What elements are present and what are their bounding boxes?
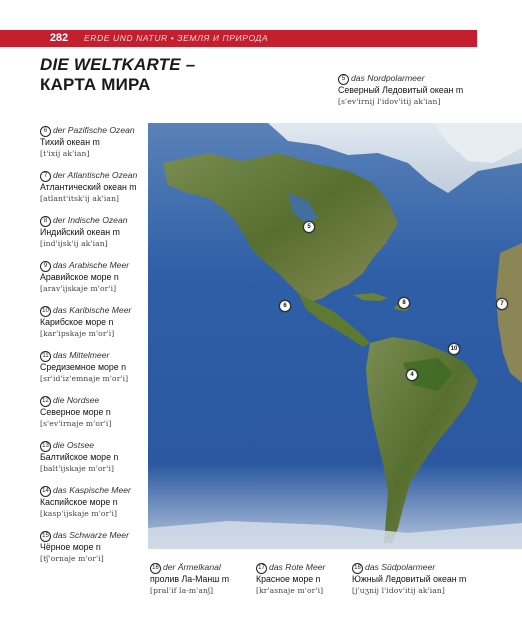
map-marker: 8 <box>398 297 410 309</box>
entry-transcription: [kr'asnaje m'or'i] <box>256 586 324 595</box>
entry-transcription: [balt'ijskaje m'or'i] <box>40 464 115 473</box>
entry-transcription: [arav'ijskaje m'or'i] <box>40 284 117 293</box>
entry-number: 17 <box>256 563 267 574</box>
entry-transcription: [pral'if la-m'anʃ] <box>150 586 214 595</box>
entry-arctic-ocean <box>338 73 463 107</box>
entry-german: das Schwarze Meer <box>53 530 129 540</box>
entry-russian: Тихий океан m <box>40 137 100 147</box>
entry-transcription: [atlant'itsk'ij ak'ian] <box>40 194 120 203</box>
world-map <box>148 123 522 549</box>
entry-arabian-sea <box>40 260 129 294</box>
entry-number: 5 <box>338 74 349 85</box>
entry-indian <box>40 215 128 249</box>
map-marker: 4 <box>406 369 418 381</box>
entry-number: 15 <box>40 531 51 542</box>
entry-transcription: [j'uʒnij l'idov'itij ak'ian] <box>352 586 445 595</box>
entry-number: 12 <box>40 396 51 407</box>
entry-russian: Карибское море n <box>40 317 114 327</box>
entry-number: 9 <box>40 261 51 272</box>
entry-russian: Аравийское море n <box>40 272 119 282</box>
entry-german: die Nordsee <box>53 395 100 405</box>
map-marker: 7 <box>496 298 508 310</box>
entry-russian: Каспийское море n <box>40 497 118 507</box>
entry-transcription: [s'ev'irnaje m'or'i] <box>40 419 112 428</box>
map-marker: 6 <box>279 300 291 312</box>
entry-german: der Ärmelkanal <box>163 562 221 572</box>
entry-caspian-sea <box>40 485 131 519</box>
entry-number: 10 <box>40 306 51 317</box>
entry-german: das Mittelmeer <box>53 350 110 360</box>
entry-russian: Северное море n <box>40 407 111 417</box>
entry-russian: Индийский океан m <box>40 227 120 237</box>
entry-english-channel <box>150 562 229 596</box>
entry-german: das Südpolarmeer <box>365 562 436 572</box>
map-marker: 10 <box>448 343 460 355</box>
entry-number: 13 <box>40 441 51 452</box>
entry-russian: пролив Ла-Манш m <box>150 574 230 584</box>
entry-baltic-sea <box>40 440 118 474</box>
entry-russian: Красное море n <box>256 574 321 584</box>
entry-german: das Kaspische Meer <box>53 485 131 495</box>
entry-german: das Karibische Meer <box>53 305 132 315</box>
entry-russian: Чёрное море n <box>40 542 101 552</box>
page-title-ru: КАРТА МИРА <box>40 75 151 94</box>
entry-number: 16 <box>150 563 161 574</box>
entry-russian: Южный Ледовитый океан m <box>352 574 467 584</box>
entry-number: 14 <box>40 486 51 497</box>
page-title-de: DIE WELTKARTE – <box>40 55 196 74</box>
entry-number: 8 <box>40 216 51 227</box>
running-head: ERDE UND NATUR • ЗЕМЛЯ И ПРИРОДА <box>84 33 269 43</box>
entry-german: das Rote Meer <box>269 562 326 572</box>
entry-russian: Балтийское море n <box>40 452 119 462</box>
entry-german: das Nordpolarmeer <box>351 73 425 83</box>
entry-number: 11 <box>40 351 51 362</box>
entry-german: der Atlantische Ozean <box>53 170 138 180</box>
entry-red-sea <box>256 562 325 596</box>
entry-transcription: [t'ixij ak'ian] <box>40 149 90 158</box>
entry-transcription: [tʃ'ornaje m'or'i] <box>40 554 104 563</box>
world-map-image <box>148 123 522 549</box>
entry-transcription: [kar'ipskaje m'or'i] <box>40 329 115 338</box>
entry-number: 6 <box>40 126 51 137</box>
entry-north-sea <box>40 395 112 429</box>
page-number: 282 <box>40 30 78 47</box>
entry-number: 7 <box>40 171 51 182</box>
entry-german: der Indische Ozean <box>53 215 128 225</box>
entry-transcription: [s'ev'irnij l'idov'itij ak'ian] <box>338 97 441 106</box>
entry-southern-ocean <box>352 562 466 596</box>
entry-pacific <box>40 125 135 159</box>
page-title <box>40 55 195 95</box>
entry-german: das Arabische Meer <box>53 260 130 270</box>
entry-transcription: [sr'id'iz'emnaje m'or'i] <box>40 374 129 383</box>
entry-russian: Атлантический океан m <box>40 182 137 192</box>
entry-black-sea <box>40 530 129 564</box>
entry-transcription: [kasp'ijskaje m'or'i] <box>40 509 118 518</box>
entry-transcription: [ind'ijsk'ij ak'ian] <box>40 239 108 248</box>
entry-mediterranean <box>40 350 128 384</box>
entry-caribbean <box>40 305 131 339</box>
map-marker: 5 <box>303 221 315 233</box>
entry-number: 18 <box>352 563 363 574</box>
entry-german: die Ostsee <box>53 440 95 450</box>
entry-german: der Pazifische Ozean <box>53 125 135 135</box>
entry-russian: Средиземное море n <box>40 362 127 372</box>
entry-russian: Северный Ледовитый океан m <box>338 85 464 95</box>
entry-atlantic <box>40 170 137 204</box>
